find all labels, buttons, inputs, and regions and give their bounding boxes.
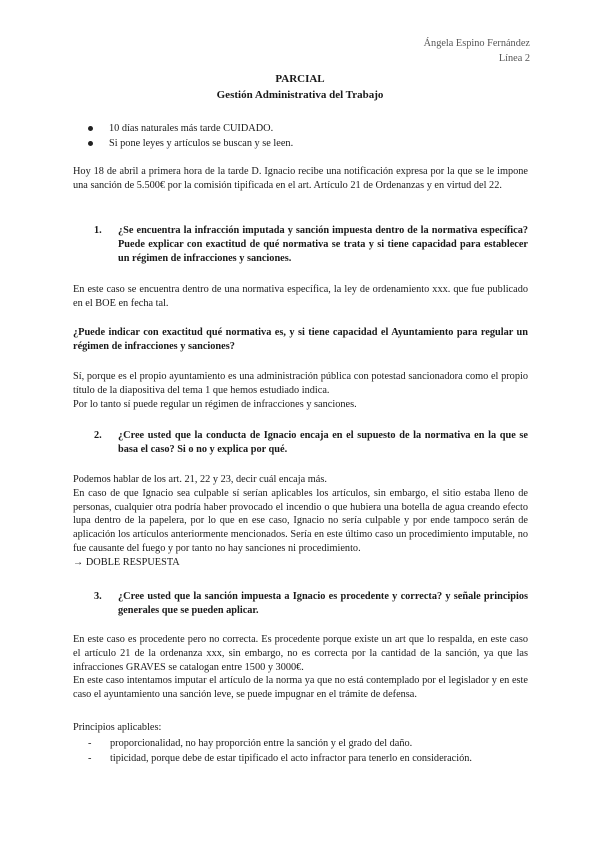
list-item: - tipicidad, porque debe de estar tipificado el acto infractor para tenerlo en consideración. xyxy=(88,753,472,764)
question-1b: ¿Puede indicar con exactitud qué normativa es, y si tiene capacidad el Ayuntamiento para regular un régimen de infracciones y sanciones? xyxy=(73,327,528,352)
bullet-icon xyxy=(88,126,93,131)
question-number: 3. xyxy=(94,591,102,602)
question-3 xyxy=(94,590,528,618)
document-subtitle: Gestión Administrativa del Trabajo xyxy=(216,89,384,101)
list-item: Si pone leyes y artículos se buscan y se leen. xyxy=(88,137,528,152)
question-text: ¿Cree usted que la sanción impuesta a Ignacio es procedente y correcta? y señale principios generales que se pueden aplicar. xyxy=(118,591,528,616)
intro-paragraph: Hoy 18 de abril a primera hora de la tarde D. Ignacio recibe una notificación expresa por la que se le impone una sanción de 5.500€ por la comisión tipificada en el art. Artículo 21 de Ordenanzas y en virtud del 22. xyxy=(73,166,528,191)
list-item: 10 días naturales más tarde CUIDADO. xyxy=(88,122,528,137)
question-text: ¿Cree usted que la conducta de Ignacio encaja en el supuesto de la normativa en la que se basa el caso? Si o no y explica por qué. xyxy=(118,430,528,455)
question-number: 1. xyxy=(94,225,102,236)
question-text: ¿Se encuentra la infracción imputada y sanción impuesta dentro de la normativa específica? Puede explicar con exactitud de qué normativa se trata y si tiene capacidad para establecer un régimen de infracciones y sanciones. xyxy=(118,225,528,264)
question-2 xyxy=(94,429,528,457)
answer-3: En este caso es procedente pero no correcta. Es procedente porque existe un art que lo respalda, en este caso el artículo 21 de la ordenanza xxx, sin embargo, no es correcta por la cantidad de la sanción, ya que las infracciones GRAVES se catalogan entre 1500 y 3000€. En este caso intentamos imputar el artículo de la norma ya que no está contemplado por el legislador y en este caso el ayuntamiento una sanción leve, se puede impugnar en el trámite de defensa. xyxy=(73,634,528,701)
author-header xyxy=(424,36,530,66)
document-title: PARCIAL xyxy=(275,73,325,85)
list-item: - proporcionalidad, no hay proporción entre la sanción y el grado del daño. xyxy=(88,738,413,749)
principles-heading: Principios aplicables: xyxy=(73,722,162,733)
question-1 xyxy=(94,224,528,265)
answer-1b: Sí, porque es el propio ayuntamiento es una administración pública con potestad sancionadora como el propio título de la diapositiva del tema 1 que hemos estudiado indica. Por lo tanto sí puede regular un régimen de infracciones y sanciones. xyxy=(73,371,528,410)
bullet-list xyxy=(88,122,528,152)
answer-1: En este caso se encuentra dentro de una normativa específica, la ley de ordenamiento xxx. que fue publicado en el BOE en fecha tal. xyxy=(73,284,528,309)
answer-2: Podemos hablar de los art. 21, 22 y 23, decir cuál encaja más. En caso de que Ignacio sea culpable sí serían aplicables los artículos, sin embargo, el sitio estaba lleno de personas, cualquier otra podría haber provocado el incendio o que hubiera una botella de agua creando efecto lupa dentro de la papelera, por lo que en ese caso, Ignacio no sería culpable y por ende tampoco serán de aplicación los artículos anteriormente mencionados. Sería en este último caso un procedimiento imputable, no fue causante del fuego y por tanto no hay sanciones ni procedimiento. → DOBLE RESPUESTA xyxy=(73,474,528,568)
principles-list xyxy=(88,737,528,767)
author-name: Ángela Espino Fernández xyxy=(423,38,530,49)
author-group: Línea 2 xyxy=(498,53,530,64)
question-number: 2. xyxy=(94,430,102,441)
bullet-icon xyxy=(88,141,93,146)
